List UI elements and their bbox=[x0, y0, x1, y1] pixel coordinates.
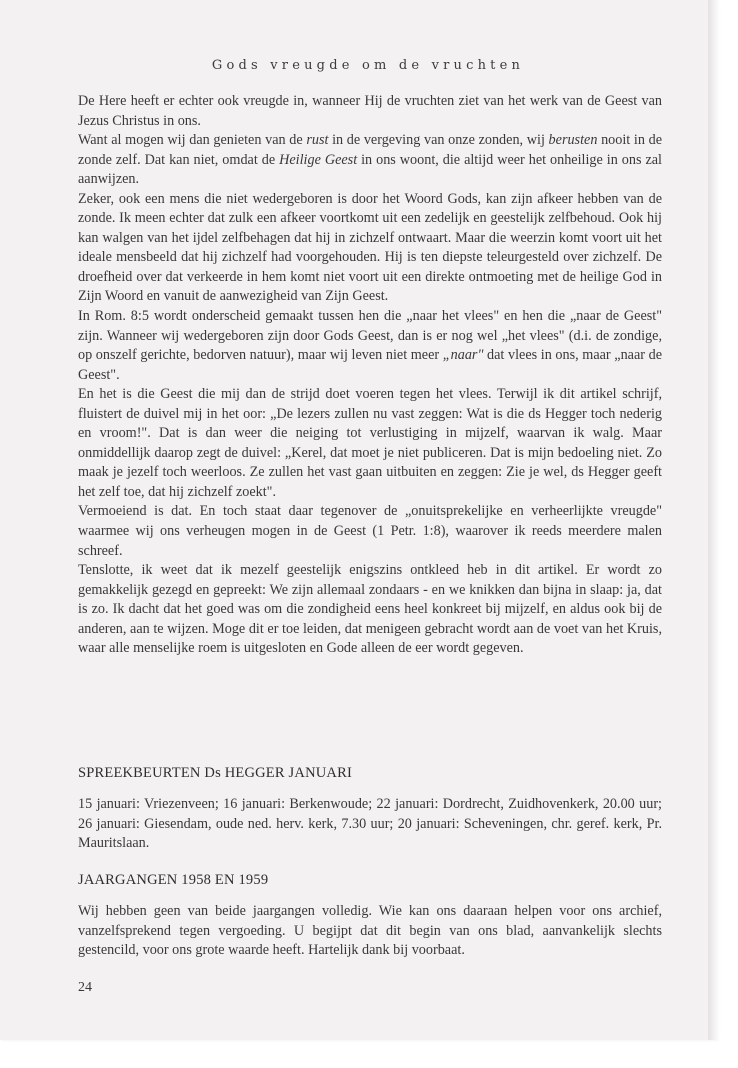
paragraph-2 bbox=[78, 131, 662, 190]
section-heading-spreekbeurten: SPREEKBEURTEN Ds HEGGER JANUARI bbox=[78, 765, 352, 781]
paragraph-2-emphasis-heilige-geest: Heilige Geest bbox=[279, 151, 358, 168]
article-body bbox=[78, 92, 662, 659]
spreekbeurten-paragraph: 15 januari: Vriezenveen; 16 januari: Berkenwoude; 22 januari: Dordrecht, Zuidhovenkerk, 20.00 uur; 26 januari: Giesendam, oude ned. herv. kerk, 7.30 uur; 20 januari: Scheveningen, chr. geref. kerk, Pr. Mauritslaan. bbox=[78, 796, 662, 852]
paragraph-1: De Here heeft er echter ook vreugde in, wanneer Hij de vruchten ziet van het werk van de Geest van Jezus Christus in ons. bbox=[78, 93, 662, 129]
section-text-spreekbeurten bbox=[78, 795, 662, 854]
page-edge-shadow bbox=[708, 0, 720, 1040]
paragraph-4-part-c: dat vlees in ons, maar „naar de Geest". bbox=[78, 347, 663, 383]
jaargangen-paragraph: Wij hebben geen van beide jaargangen volledig. Wie kan ons daaraan helpen voor ons archief, vanzelfsprekend tegen vergoeding. U begijpt dat dit begin van ons blad, aanvankelijk slechts gestencild, voor ons grote waarde heeft. Hartelijk dank bij voorbaat. bbox=[78, 903, 662, 959]
page-number: 24 bbox=[78, 980, 92, 995]
section-text-jaargangen bbox=[78, 902, 662, 961]
paragraph-7: Tenslotte, ik weet dat ik mezelf geestelijk enigszins ontkleed heb in dit artikel. Er wordt zo gemakkelijk gezegd en gepreekt: We zijn allemaal zondaars - en we knikken dan bijna in slaap: ja, dat is zo. Ik dacht dat het goed was om die zondigheid eens heel konkreet bij mijzelf, en aldus ook bij de anderen, aan te wijzen. Moge dit er toe leiden, dat menigeen gebracht wordt aan de voet van het Kruis, waar alle menselijke roem is uitgesloten en Gode alleen de eer wordt gegeven. bbox=[78, 562, 662, 657]
running-head: Gods vreugde om de vruchten bbox=[211, 58, 525, 73]
paragraph-2-part-g: in ons woont, die altijd weer het onheilige in ons zal aanwijzen. bbox=[78, 151, 663, 188]
paragraph-4 bbox=[78, 307, 662, 385]
section-heading-jaargangen: JAARGANGEN 1958 EN 1959 bbox=[78, 872, 269, 888]
paragraph-2-part-c: in de vergeving van onze zonden, wij bbox=[328, 132, 549, 149]
paragraph-4-part-a: In Rom. 8:5 wordt onderscheid gemaakt tussen hen die „naar het vlees" en hen die „naar de Geest" zijn. Wanneer wij wedergeboren zijn door Gods Geest, dan is er nog wel „het vlees" (d.i. de zondige, op onszelf gerichte, bedorven natuur), maar wij leven niet meer bbox=[78, 308, 662, 364]
paragraph-2-emphasis-berusten: berusten bbox=[548, 132, 598, 149]
paragraph-4-emphasis-naar: „naar" bbox=[442, 347, 484, 364]
paragraph-6: Vermoeiend is dat. En toch staat daar tegenover de „onuitsprekelijke en verheerlijkte vreugde" waarmee wij ons verheugen mogen in de Geest (1 Petr. 1:8), waarover ik reeds meerdere malen schreef. bbox=[78, 503, 662, 559]
paragraph-5: En het is die Geest die mij dan de strijd doet voeren tegen het vlees. Terwijl ik dit artikel schrijf, fluistert de duivel mij in het oor: „De lezers zullen nu vast zeggen: Wat is die ds Hegger toch nederig en vroom!". Dat is dan weer die neiging tot verlustiging in mijzelf, waarvan ik walg. Maar onmiddellijk daarop zegt de duivel: „Kerel, dat moet je niet publiceren. Dat is mijn bedoeling niet. Zo maak je jezelf toch weerloos. Ze zullen het vast gaan uitbuiten en zeggen: Zie je wel, ds Hegger geeft het zelf toe, dat hij zichzelf zoekt". bbox=[78, 386, 662, 500]
paragraph-2-emphasis-rust: rust bbox=[306, 132, 329, 149]
paragraph-2-part-e: nooit in de zonde zelf. Dat kan niet, omdat de bbox=[78, 132, 663, 168]
paragraph-2-part-a: Want al mogen wij dan genieten van de bbox=[78, 132, 307, 149]
paragraph-3: Zeker, ook een mens die niet wedergeboren is door het Woord Gods, kan zijn afkeer hebben van de zonde. Ik meen echter dat zulk een afkeer voortkomt uit een zedelijk en geestelijk zelfbehoud. Ook hij kan walgen van het ijdel zelfbehagen dat hij in zichzelf ontwaart. Maar die weerzin komt voort uit het ideale mensbeeld dat hij zichzelf had voorgehouden. Hij is ten diepste teleurgesteld over zichzelf. De droefheid over dat verkeerde in hem komt niet voort uit een direkte ontmoeting met de heilige God in Zijn Woord en vanuit de aanwezigheid van Zijn Geest. bbox=[78, 190, 662, 305]
